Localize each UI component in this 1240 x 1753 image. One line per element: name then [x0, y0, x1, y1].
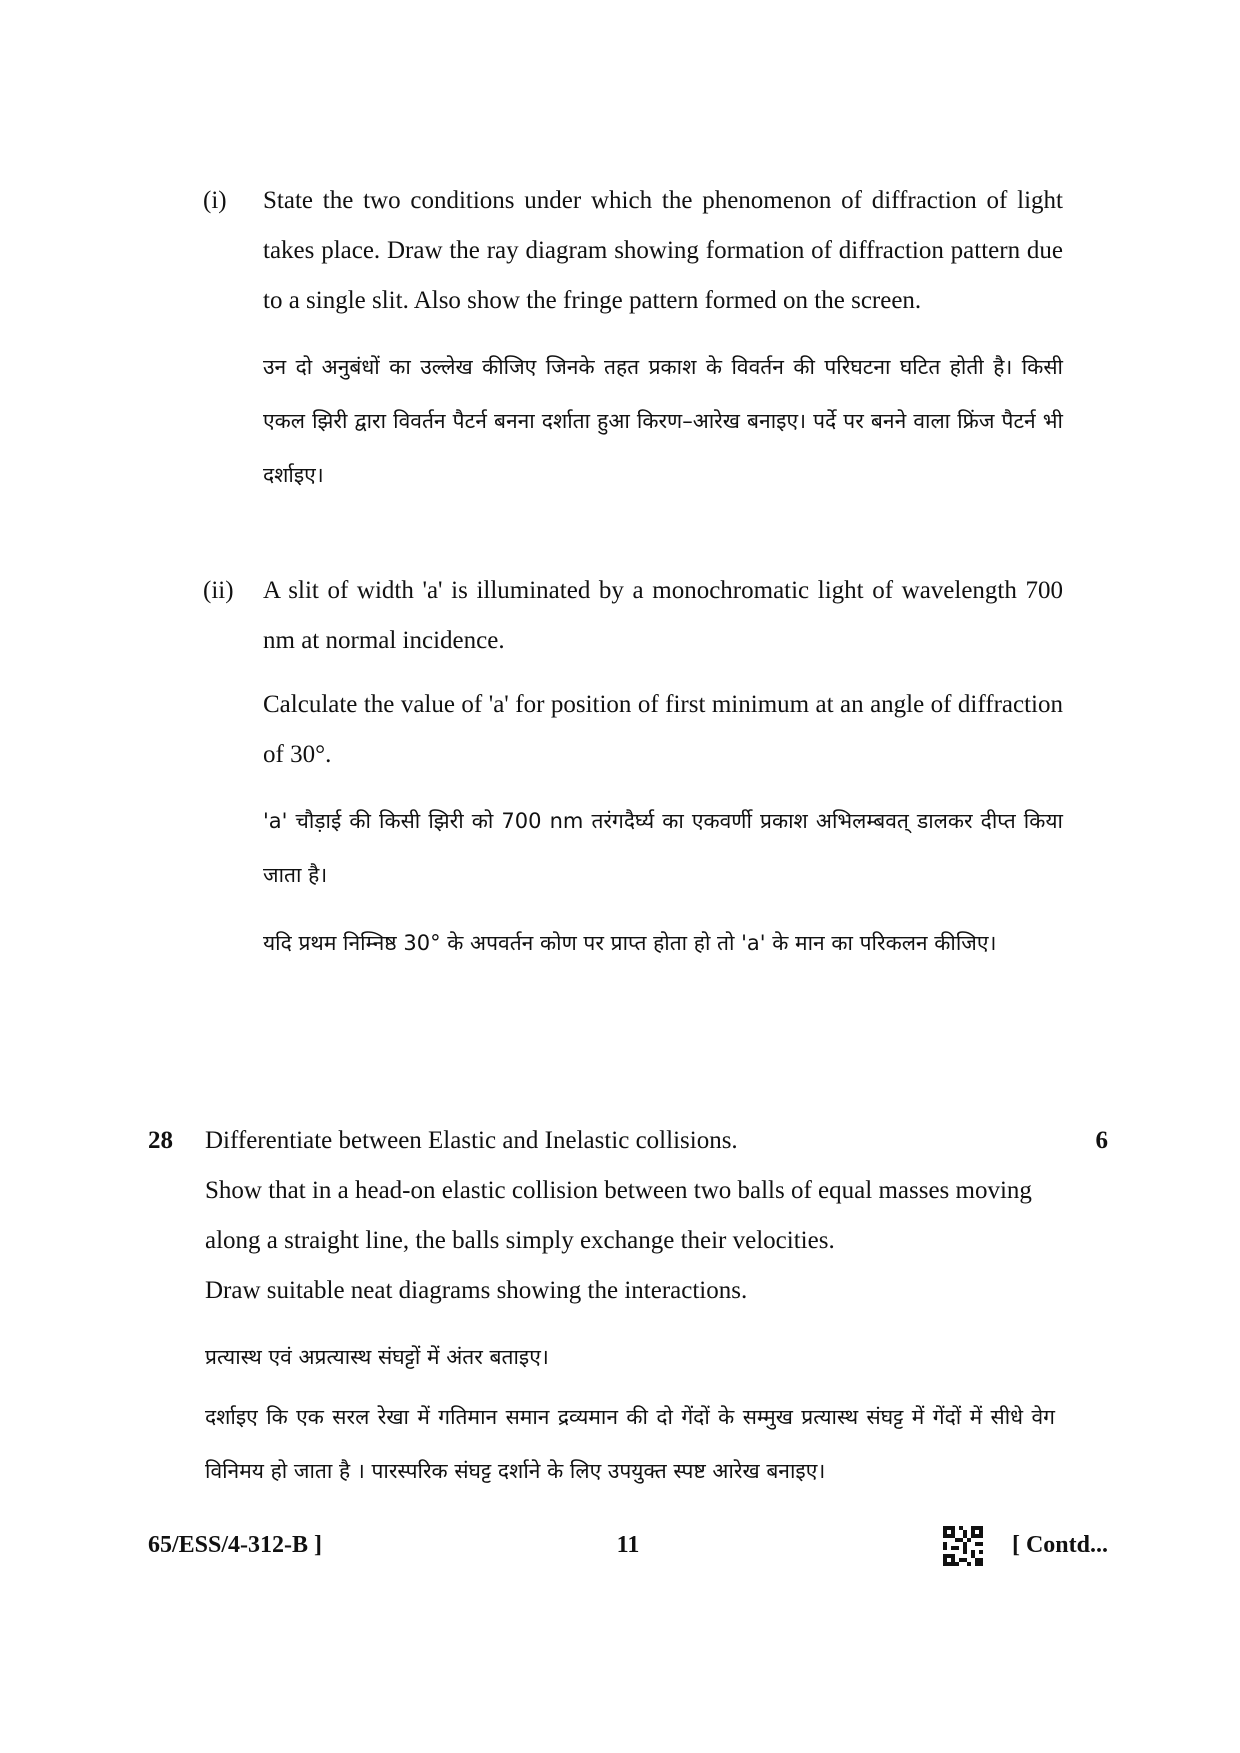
question-text-hindi: यदि प्रथम निम्निष्ठ 30° के अपवर्तन कोण पर प्राप्त होता हो तो 'a' के मान का परिकलन कीजिए।	[263, 931, 997, 955]
question-text-english: Draw suitable neat diagrams showing the interactions.	[205, 1277, 748, 1304]
part-label: (i)	[203, 187, 227, 214]
question-text-english: Calculate the value of 'a' for position of first minimum at an angle of diffraction of 30°.	[263, 691, 1063, 768]
question-text-hindi: प्रत्यास्थ एवं अप्रत्यास्थ संघट्टों में अंतर बताइए।	[205, 1345, 549, 1369]
qr-code-icon	[943, 1526, 983, 1566]
page-number: 11	[616, 1532, 640, 1558]
question-text-hindi: 'a' चौड़ाई की किसी झिरी को 700 nm तरंगदैर्घ्य का एकवर्णी प्रकाश अभिलम्बवत् डालकर दीप्त किया जाता है।	[263, 809, 1063, 887]
question-text-english: Show that in a head-on elastic collision between two balls of equal masses moving along a straight line, the balls simply exchange their velocities.	[205, 1177, 1032, 1254]
question-text-english: A slit of width 'a' is illuminated by a monochromatic light of wavelength 700 nm at normal incidence.	[263, 577, 1063, 654]
question-text-english: State the two conditions under which the phenomenon of diffraction of light takes place. Draw the ray diagram showing formation of diffraction pattern due to a single slit. Also show the fringe pattern formed on the screen.	[263, 187, 1063, 314]
paper-code: 65/ESS/4-312-B ]	[148, 1532, 323, 1558]
question-number: 28	[148, 1127, 173, 1154]
question-text-hindi: उन दो अनुबंधों का उल्लेख कीजिए जिनके तहत प्रकाश के विवर्तन की परिघटना घटित होती है। किसी एकल झिरी द्वारा विवर्तन पैटर्न बनना दर्शाता हुआ किरण–आरेख बनाइए। पर्दे पर बनने वाला फ्रिंज पैटर्न भी दर्शाइए।	[263, 355, 1063, 487]
question-marks: 6	[1095, 1127, 1108, 1154]
question-body	[205, 1116, 1055, 1498]
page-footer	[148, 1520, 1108, 1570]
part-label: (ii)	[203, 577, 234, 604]
question-text-english: Differentiate between Elastic and Inelastic collisions.	[205, 1127, 738, 1154]
continued-marker: [ Contd...	[1011, 1532, 1108, 1558]
part-body	[263, 176, 1063, 502]
part-body	[263, 566, 1063, 970]
question-text-hindi: दर्शाइए कि एक सरल रेखा में गतिमान समान द्रव्यमान की दो गेंदों के सम्मुख प्रत्यास्थ संघट्ट में गेंदों में सीधे वेग विनिमय हो जाता है । पारस्परिक संघट्ट दर्शाने के लिए उपयुक्त स्पष्ट आरेख बनाइए।	[205, 1405, 1055, 1483]
